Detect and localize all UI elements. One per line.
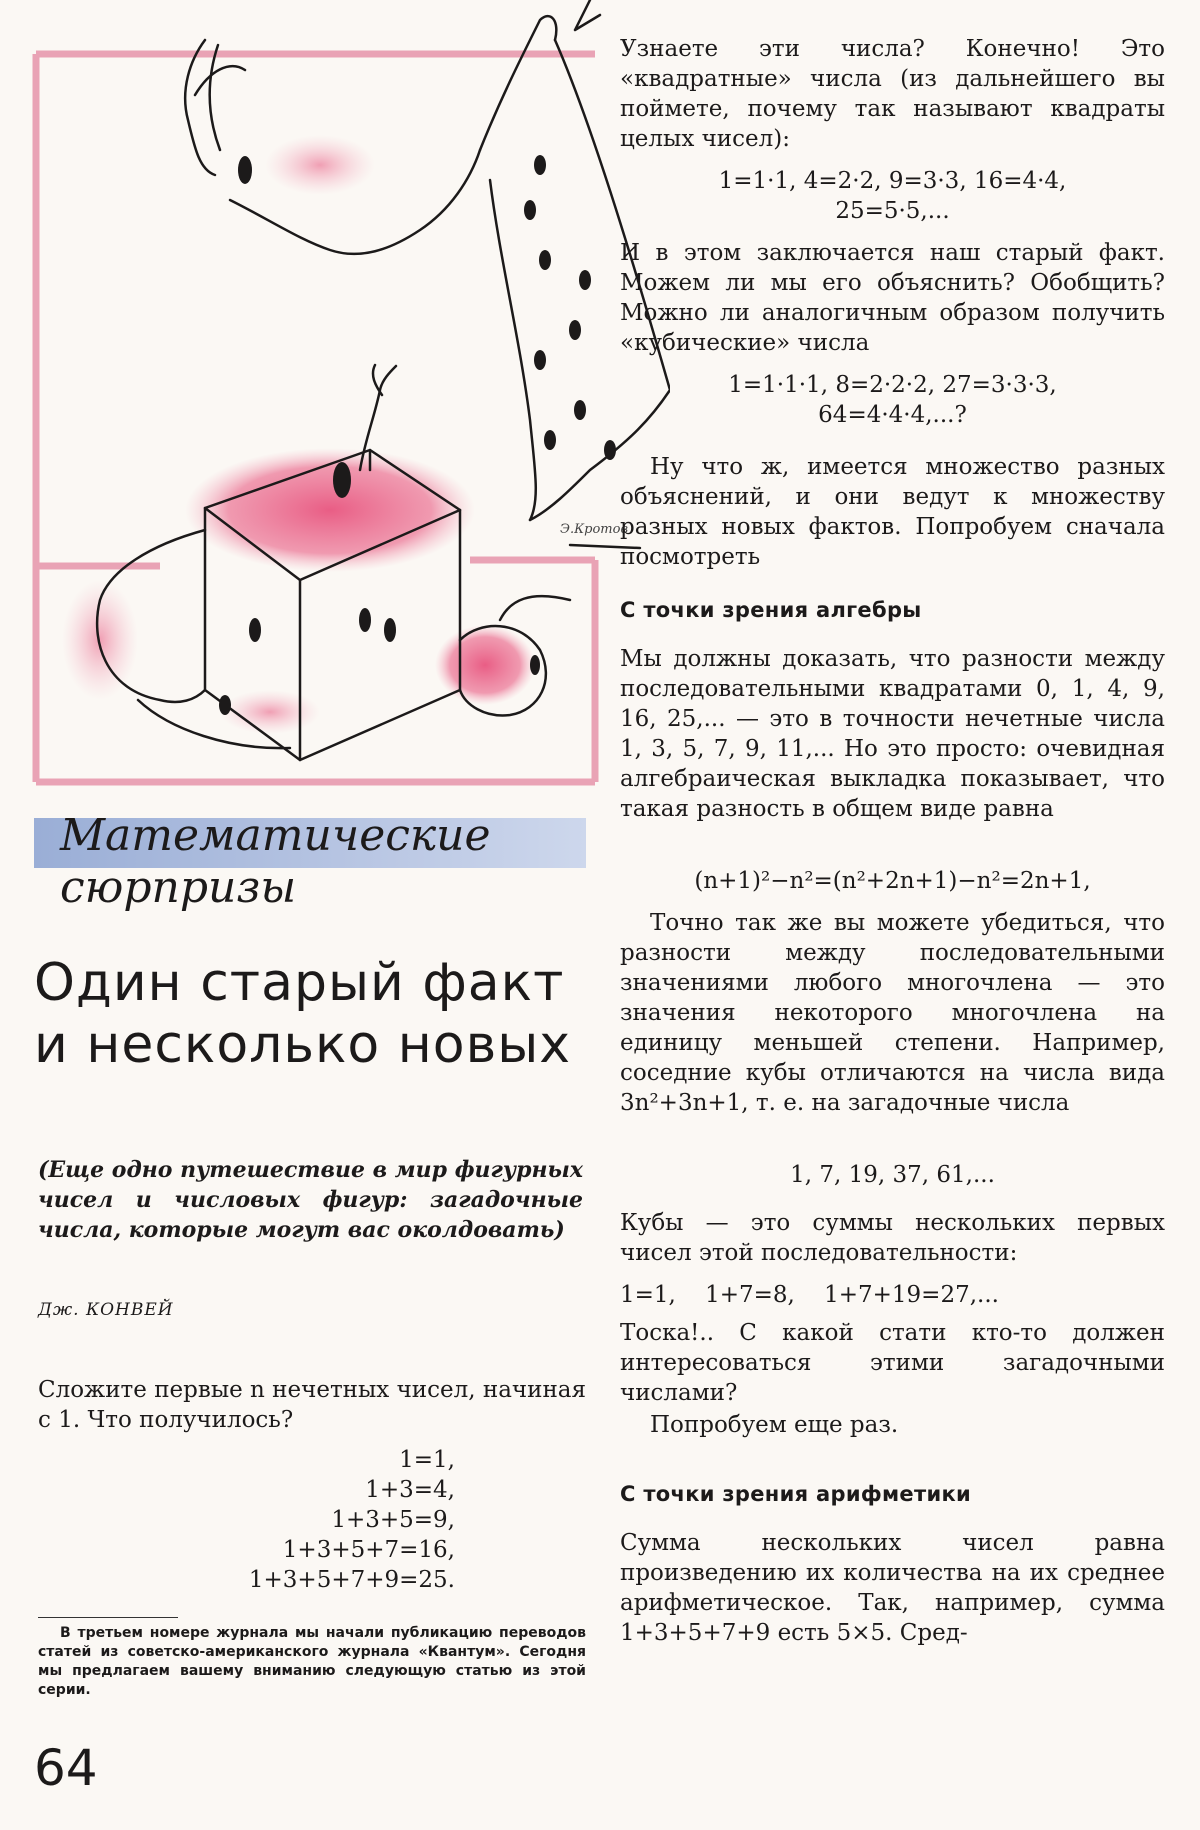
article-title: Один старый факт и несколько новых [34, 953, 572, 1075]
paragraph-algebra: Мы должны доказать, что разности между последовательными квадратами 0, 1, 4, 9, 16, 25,... — это в точности нечетные числа 1, 3, 5, 7, 9, 11,... Но это просто: очевидная алгебраическая выкладка показывает, что такая разность в общем виде равна [620, 646, 1165, 822]
cheek-fill [265, 135, 375, 195]
seed-marks [219, 155, 616, 715]
illustration-signature: Э.Кротов [560, 522, 629, 537]
formula-squares-1: 1=1·1, 4=2·2, 9=3·3, 16=4·4, [718, 168, 1067, 194]
formula-cube-sums: 1=1, 1+7=8, 1+7+19=27,... [620, 1282, 999, 1308]
formula-cubes-2: 64=4·4·4,...? [818, 402, 967, 428]
odd-sum-list [100, 1445, 455, 1595]
sum-line: 1=1, [399, 1447, 455, 1473]
paragraph-arithmetic: Сумма нескольких чисел равна произведению их количества на их среднее арифметическое. Так, например, сумма 1+3+5+7+9 есть 5×5. Сред- [620, 1530, 1165, 1646]
paragraph-explanations: Ну что ж, имеется множество разных объяснений, и они ведут к множеству разных новых фактов. Попробуем сначала посмотреть [620, 454, 1165, 570]
paragraph-try-again: Попробуем еще раз. [650, 1412, 899, 1438]
paragraph-polynomial: Точно так же вы можете убедиться, что разности между последовательными значениями любого многочлена — это значения некоторого многочлена на единицу меньшей степени. Например, соседние кубы отличаются на числа вида 3n²+3n+1, т. е. на загадочные числа [620, 910, 1165, 1116]
pumpkin-top-fill [185, 448, 475, 572]
cube-pumpkin-illustration [30, 0, 670, 790]
paragraph-recognize: Узнаете эти числа? Конечно! Это «квадратные» числа (из дальнейшего вы поймете, почему так называют квадраты целых чисел): [620, 36, 1165, 152]
paragraph-old-fact: И в этом заключается наш старый факт. Можем ли мы его объяснить? Обобщить? Можно ли аналогичным образом получить «кубические» числа [620, 240, 1165, 356]
footnote-divider [38, 1617, 178, 1618]
sum-line: 1+3+5=9, [331, 1507, 455, 1533]
page-number: 64 [34, 1739, 98, 1797]
intro-paragraph: Сложите первые n нечетных чисел, начиная с 1. Что получилось? [38, 1377, 586, 1433]
right-pumpkin-fill [435, 625, 535, 705]
formula-squares-2: 25=5·5,... [835, 198, 950, 224]
formula-mystery-numbers: 1, 7, 19, 37, 61,... [790, 1162, 995, 1188]
heading-algebra: С точки зрения алгебры [620, 598, 922, 622]
sum-line: 1+3+5+7=16, [282, 1537, 455, 1563]
heading-arithmetic: С точки зрения арифметики [620, 1482, 972, 1506]
paragraph-cube-sums: Кубы — это суммы нескольких первых чисел этой последовательности: [620, 1210, 1165, 1266]
footnote: В третьем номере журнала мы начали публикацию переводов статей из советско-американского журнала «Квантум». Сегодня мы предлагаем вашему вниманию следующую статью из этой серии. [38, 1625, 586, 1698]
paragraph-boring: Тоска!.. С какой стати кто-то должен интересоваться этими загадочными числами? [620, 1320, 1165, 1406]
article-subtitle: (Еще одно путешествие в мир фигурных чисел и числовых фигур: загадочные числа, которые могут вас околдовать) [38, 1157, 583, 1243]
formula-cubes-1: 1=1·1·1, 8=2·2·2, 27=3·3·3, [728, 372, 1057, 398]
article-author: Дж. КОНВЕЙ [38, 1300, 174, 1320]
sum-line: 1+3+5+7+9=25. [248, 1567, 455, 1593]
ink-drawing [97, 0, 670, 760]
formula-difference: (n+1)²−n²=(n²+2n+1)−n²=2n+1, [694, 868, 1091, 894]
sum-line: 1+3=4, [365, 1477, 455, 1503]
rubric-title: Математические сюрпризы [60, 810, 491, 913]
